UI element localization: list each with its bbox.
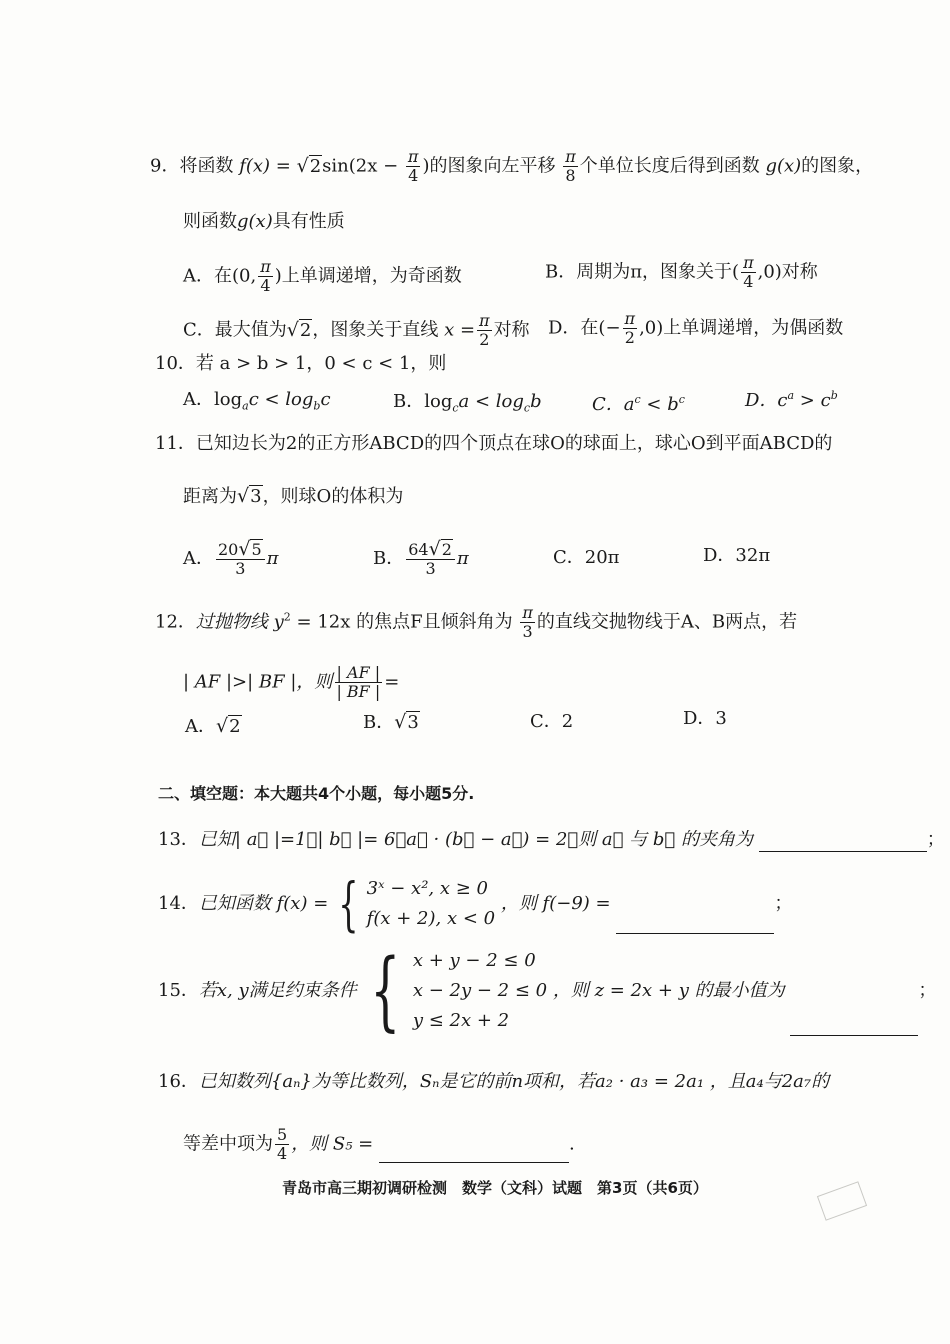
brace-icon: {: [370, 941, 401, 1041]
q11-stem-line1: 11．已知边长为2的正方形ABCD的四个顶点在球O的球面上，球心O到平面ABCD的: [155, 433, 833, 454]
q16-line2: 等差中项为 $\frac{5}{4}$ ，则 S₅ = .: [183, 1125, 575, 1163]
frac-pi-8: $\frac{\pi}{8}$: [565, 147, 576, 185]
q15-answer-blank[interactable]: [790, 1017, 918, 1036]
q12-option-a: A．√2: [185, 715, 241, 737]
q9-option-c: C．最大值为√2，图象关于直线 x = $\frac{\pi}{2}$ 对称: [183, 311, 530, 349]
brace-icon: {: [338, 870, 359, 938]
q11-option-c: C．20π: [553, 547, 620, 568]
q12-option-d: D．3: [683, 708, 727, 729]
q16-answer-blank[interactable]: [379, 1144, 569, 1163]
faint-stamp-mark: [817, 1181, 867, 1220]
q12-option-b: B．√3: [363, 711, 419, 733]
q16-line1: 16．已知数列{aₙ}为等比数列，Sₙ是它的前n项和，若a₂ · a₃ = 2a₁ ，且a₄与2a₇的: [158, 1071, 830, 1092]
q15-line: 15．若x, y满足约束条件 { x + y − 2 ≤ 0 x − 2y − 2 ≤ 0 y ≤ 2x + 2 ，则 z = 2x + y 的最小值为 ；: [158, 941, 937, 1041]
q12-stem-line2: | AF |>| BF |，则 $\frac{| AF |}{| BF |}$ =: [183, 663, 400, 701]
section-2-heading: 二、填空题：本大题共4个小题，每小题5分.: [158, 784, 475, 803]
q9-stem-line2: 则函数g(x)具有性质: [183, 211, 345, 232]
q10-option-d: D．$c^a > c^b$: [745, 389, 838, 411]
q12-stem-line1: 12．过抛物线 $y^2 = 12x$ 的焦点F且倾斜角为 $\frac{\pi}{3}$ 的直线交抛物线于A、B两点，若: [155, 603, 798, 641]
q13-answer-blank[interactable]: [759, 833, 927, 852]
q11-option-d: D．32π: [703, 545, 771, 566]
q11-stem-line2: 距离为√3，则球O的体积为: [183, 485, 404, 507]
page-footer: 青岛市高三期初调研检测 数学（文科）试题 第3页（共6页）: [282, 1179, 708, 1197]
q10-option-b: B．$\log_ca < \log_cb$: [393, 391, 542, 415]
q11-option-a: A． $\frac{20√5}{3}$ π: [183, 538, 279, 578]
q9-stem-line1: 9．将函数 f(x) = √2sin(2x − $\frac{\pi}{4}$ )的图象向左平移 $\frac{\pi}{8}$ 个单位长度后得到函数 g(x)的图象，: [150, 147, 874, 185]
q12-option-c: C．2: [530, 711, 574, 732]
q14-line: 14．已知函数 f(x) = { 3ˣ − x², x ≥ 0 f(x + 2), x < 0 ，则 f(−9) = ；: [158, 870, 793, 938]
q14-answer-blank[interactable]: [616, 915, 774, 934]
q11-option-b: B． $\frac{64√2}{3}$ π: [373, 538, 469, 578]
frac-pi-4: $\frac{\pi}{4}$: [407, 147, 419, 185]
q10-option-c: C．$a^c < b^c$: [592, 393, 685, 415]
q10-option-a: A．$\log_ac < \log_bc$: [183, 389, 331, 413]
q9-option-a: A．在(0, $\frac{\pi}{4}$ )上单调递增，为奇函数: [183, 257, 462, 295]
q9-option-b: B．周期为π，图象关于( $\frac{\pi}{4}$ ,0)对称: [545, 253, 818, 291]
q10-stem: 10．若 a > b > 1，0 < c < 1，则: [155, 353, 447, 374]
q13-line: 13．已知| a⃗ |=1，| b⃗ |= 6，a⃗ · (b⃗ − a⃗) = 2，则 a⃗ 与 b⃗ 的夹角为 ；: [158, 829, 945, 850]
q9-option-d: D．在(− $\frac{\pi}{2}$ ,0)上单调递增，为偶函数: [548, 309, 844, 347]
